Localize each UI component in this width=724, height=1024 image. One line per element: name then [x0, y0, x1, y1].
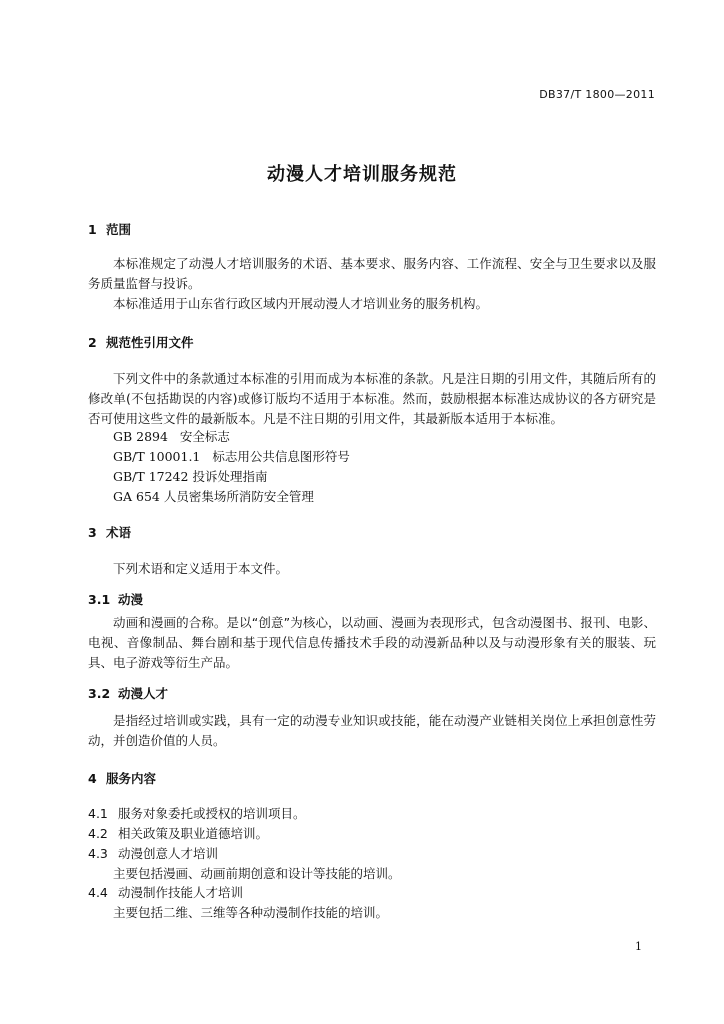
reference-code: GA 654 — [113, 489, 160, 504]
page-number: 1 — [635, 940, 642, 953]
reference-item — [113, 487, 314, 507]
section-title: 范围 — [106, 222, 132, 237]
reference-code: GB/T 17242 — [113, 469, 189, 484]
term-title: 动漫 — [118, 592, 144, 607]
section-1-paragraph-2: 本标准适用于山东省行政区域内开展动漫人才培训业务的服务机构。 — [113, 296, 489, 311]
item-text: 动漫创意人才培训 — [118, 846, 219, 861]
section-2-heading — [88, 333, 194, 351]
reference-code: GB 2894 — [113, 429, 168, 444]
list-item-description: 主要包括二维、三维等各种动漫制作技能的培训。 — [113, 905, 389, 920]
item-text: 动漫制作技能人才培训 — [118, 885, 244, 900]
term-3-1-heading — [88, 590, 143, 608]
section-title: 规范性引用文件 — [106, 335, 194, 350]
reference-item — [113, 447, 350, 467]
reference-title: 人员密集场所消防安全管理 — [163, 489, 314, 504]
term-title: 动漫人才 — [118, 686, 169, 701]
item-number: 4.1 — [88, 806, 108, 821]
section-3-paragraph-1: 下列术语和定义适用于本文件。 — [113, 561, 289, 576]
section-3-heading — [88, 523, 131, 541]
document-code: DB37/T 1800—2011 — [539, 88, 655, 101]
reference-title: 投诉处理指南 — [192, 469, 268, 484]
list-item-description: 主要包括漫画、动画前期创意和设计等技能的培训。 — [113, 866, 401, 881]
item-number: 4.3 — [88, 846, 108, 861]
section-1-paragraph-1: 本标准规定了动漫人才培训服务的术语、基本要求、服务内容、工作流程、安全与卫生要求以及服务质量监督与投诉。 — [88, 256, 656, 291]
section-number: 2 — [88, 335, 97, 350]
section-2-paragraph-1: 下列文件中的条款通过本标准的引用而成为本标准的条款。凡是注日期的引用文件，其随后所有的修改单(不包括勘误的内容)或修订版均不适用于本标准。然而，鼓励根据本标准达成协议的各方研究是否可使用这些文件的最新版本。凡是不注日期的引用文件，其最新版本适用于本标准。 — [88, 371, 656, 426]
term-3-2-definition: 是指经过培训或实践，具有一定的动漫专业知识或技能，能在动漫产业链相关岗位上承担创意性劳动，并创造价值的人员。 — [88, 713, 656, 748]
list-item — [88, 883, 243, 903]
section-number: 3 — [88, 525, 97, 540]
section-number: 1 — [88, 222, 97, 237]
reference-code: GB/T 10001.1 — [113, 449, 201, 464]
reference-item — [113, 467, 267, 487]
item-number: 4.2 — [88, 826, 108, 841]
list-item — [88, 824, 268, 844]
term-3-2-heading — [88, 684, 168, 702]
item-number: 4.4 — [88, 885, 108, 900]
reference-item — [113, 427, 230, 447]
section-1-heading — [88, 220, 131, 238]
document-title: 动漫人才培训服务规范 — [267, 164, 457, 185]
section-title: 术语 — [106, 525, 132, 540]
item-text: 服务对象委托或授权的培训项目。 — [118, 806, 306, 821]
item-text: 相关政策及职业道德培训。 — [118, 826, 269, 841]
section-title: 服务内容 — [106, 771, 157, 786]
reference-title: 安全标志 — [179, 429, 230, 444]
section-4-heading — [88, 769, 156, 787]
term-3-1-definition: 动画和漫画的合称。是以“创意”为核心，以动画、漫画为表现形式，包含动漫图书、报刊、电影、电视、音像制品、舞台剧和基于现代信息传播技术手段的动漫新品种以及与动漫形象有关的服装、玩具、电子游戏等衍生产品。 — [88, 615, 656, 670]
list-item — [88, 804, 306, 824]
list-item — [88, 844, 218, 864]
term-number: 3.2 — [88, 686, 111, 701]
section-number: 4 — [88, 771, 97, 786]
term-number: 3.1 — [88, 592, 111, 607]
reference-title: 标志用公共信息图形符号 — [212, 449, 350, 464]
